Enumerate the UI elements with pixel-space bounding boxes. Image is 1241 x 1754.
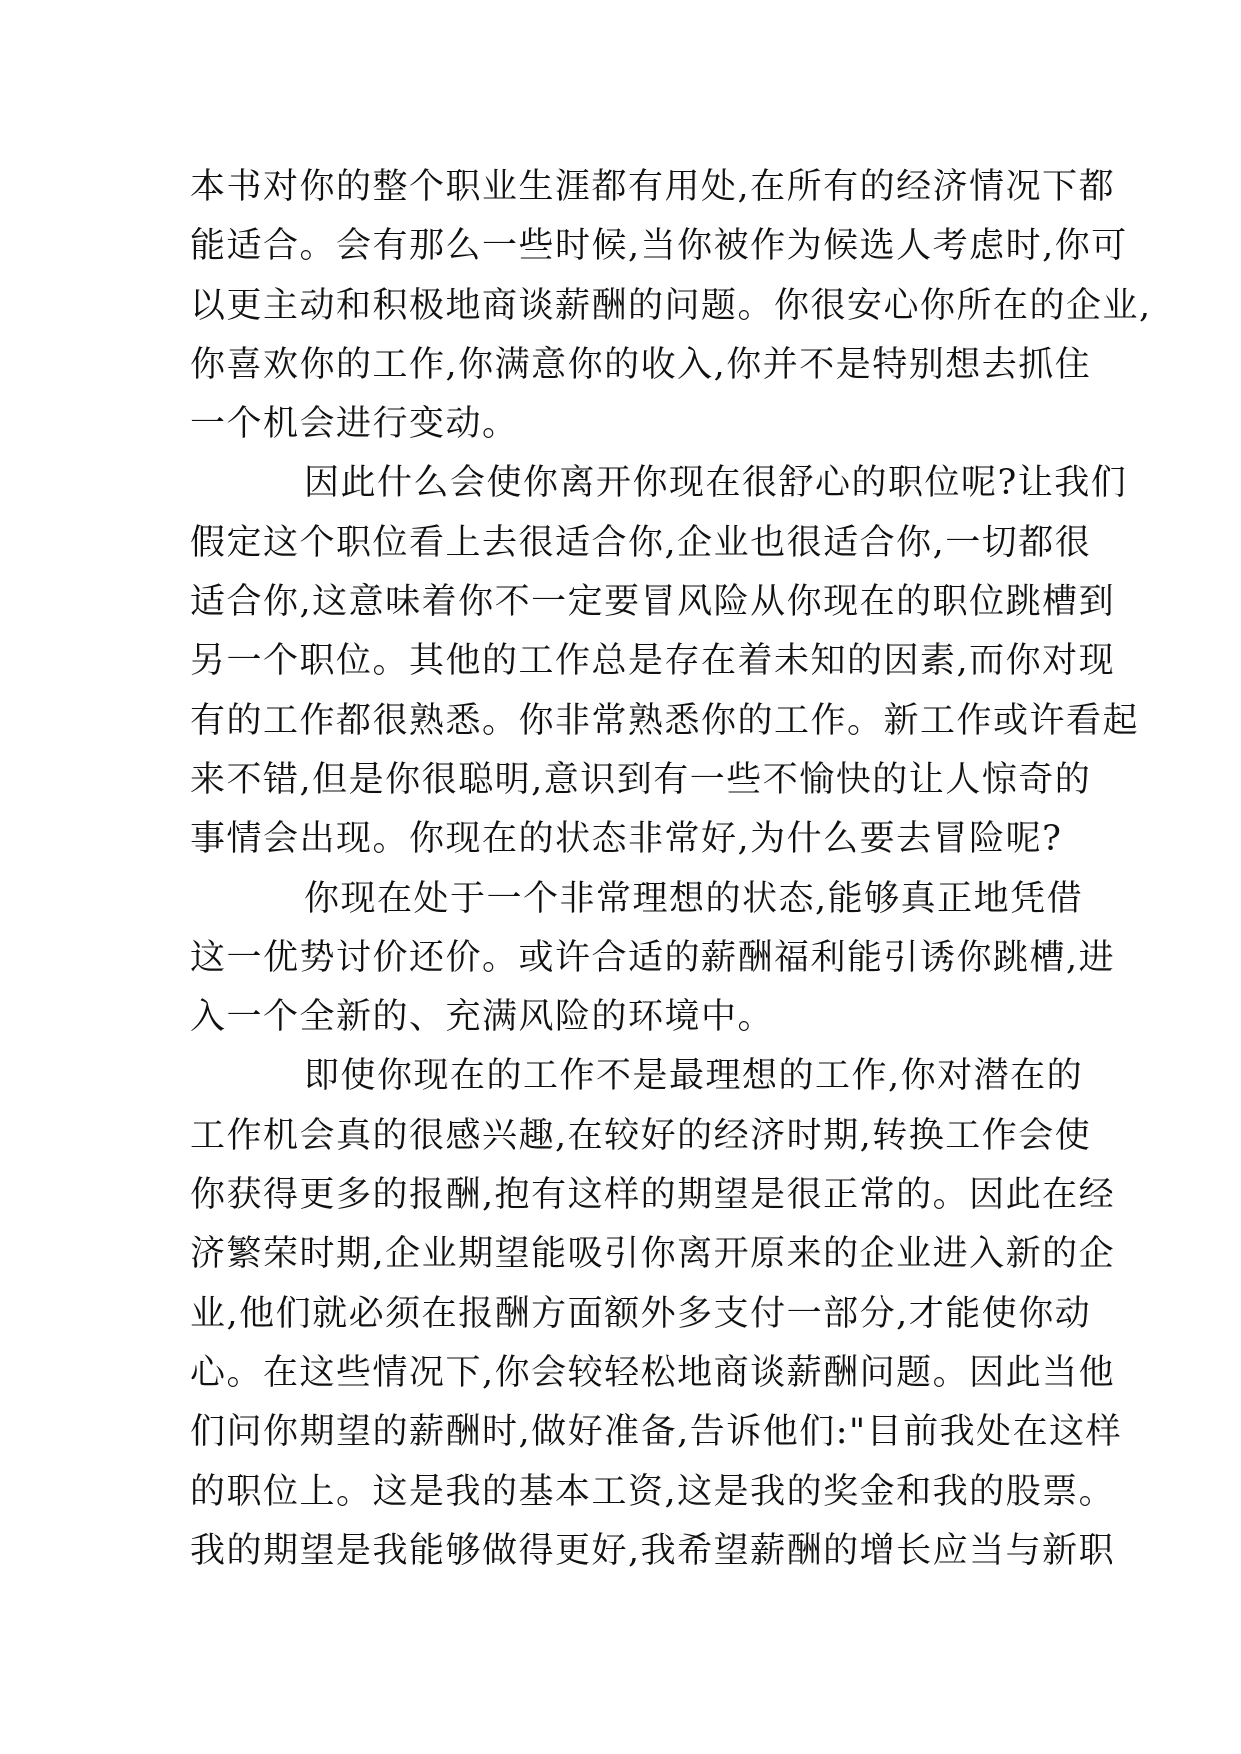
text-line: 入一个全新的、充满风险的环境中。 bbox=[190, 997, 775, 1038]
text-line: 你获得更多的报酬,抱有这样的期望是很正常的。因此在经 bbox=[190, 1175, 1116, 1216]
paragraph-first-line: 你现在处于一个非常理想的状态,能够真正地凭借 bbox=[304, 878, 1084, 919]
text-line: 的职位上。这是我的基本工资,这是我的奖金和我的股票。 bbox=[190, 1471, 1116, 1512]
text-line: 有的工作都很熟悉。你非常熟悉你的工作。新工作或许看起 bbox=[190, 700, 1140, 741]
text-line: 心。在这些情况下,你会较轻松地商谈薪酬问题。因此当他 bbox=[190, 1352, 1116, 1393]
paragraph-first-line: 因此什么会使你离开你现在很舒心的职位呢?让我们 bbox=[304, 463, 1128, 504]
text-line: 你喜欢你的工作,你满意你的收入,你并不是特别想去抓住 bbox=[190, 344, 1092, 385]
text-line: 这一优势讨价还价。或许合适的薪酬福利能引诱你跳槽,进 bbox=[190, 937, 1116, 978]
text-line: 一个机会进行变动。 bbox=[190, 404, 519, 445]
text-line: 们问你期望的薪酬时,做好准备,告诉他们:"目前我处在这样 bbox=[190, 1412, 1123, 1453]
body-text bbox=[190, 158, 1152, 1581]
text-line: 我的期望是我能够做得更好,我希望薪酬的增长应当与新职 bbox=[190, 1530, 1116, 1571]
text-line: 本书对你的整个职业生涯都有用处,在所有的经济情况下都 bbox=[190, 167, 1116, 207]
text-line: 工作机会真的很感兴趣,在较好的经济时期,转换工作会使 bbox=[190, 1115, 1092, 1156]
text-line: 济繁荣时期,企业期望能吸引你离开原来的企业进入新的企 bbox=[190, 1234, 1116, 1275]
text-line: 以更主动和积极地商谈薪酬的问题。你很安心你所在的企业, bbox=[190, 285, 1152, 326]
text-line: 业,他们就必须在报酬方面额外多支付一部分,才能使你动 bbox=[190, 1293, 1092, 1334]
text-line: 另一个职位。其他的工作总是存在着未知的因素,而你对现 bbox=[190, 641, 1116, 682]
text-line: 假定这个职位看上去很适合你,企业也很适合你,一切都很 bbox=[190, 522, 1092, 563]
paragraph-first-line: 即使你现在的工作不是最理想的工作,你对潜在的 bbox=[304, 1056, 1084, 1097]
text-line: 事情会出现。你现在的状态非常好,为什么要去冒险呢? bbox=[190, 819, 1063, 860]
text-line: 适合你,这意味着你不一定要冒风险从你现在的职位跳槽到 bbox=[190, 582, 1116, 623]
text-line: 来不错,但是你很聪明,意识到有一些不愉快的让人惊奇的 bbox=[190, 759, 1092, 800]
text-line: 能适合。会有那么一些时候,当你被作为候选人考虑时,你可 bbox=[190, 226, 1128, 267]
